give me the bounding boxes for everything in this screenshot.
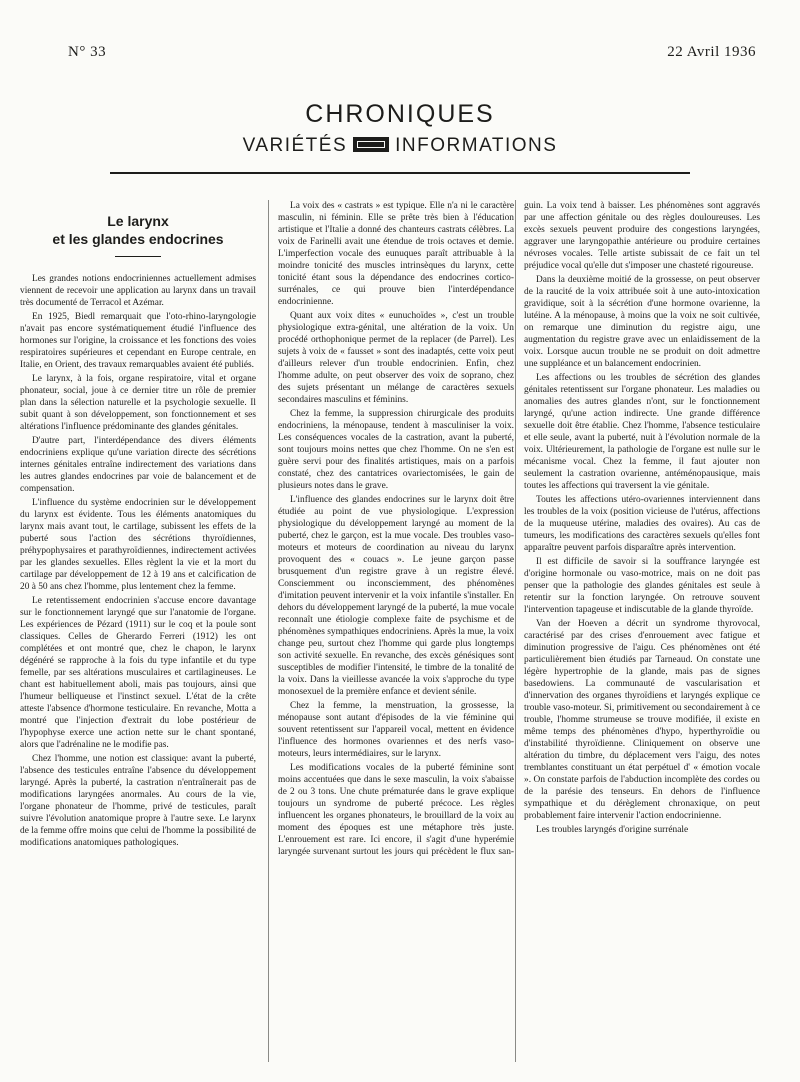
- paragraph: L'influence des glandes endocrines sur le larynx doit être étudiée au point de vue physiologique. L'expression physiologique du développement laryngé au moment de la puberté, chez le garçon, est la mue vocale. Des troubles vaso-moteurs et moteurs de coordination au niveau du larynx provoquent des « couacs ». Le jeune garçon passe brusquement d'un registre grave à un registre élevé. Consciemment ou inconsciemment, des phénomènes d'imitation peuvent intervenir et la voix infantile s'installer. En dehors du développement laryngé de la puberté, la mue vocale reconnaît une étiologie complexe faite de psychisme et de phénomènes sympathiques endocriniens. Après la mue, la voix change peu, surtout chez l'homme qui garde plus longtemps son activité sexuelle. En revanche, des excès génésiques sont susceptibles de modifier l'intensité, le timbre de la tonalité de la voix. Dans la vieillesse avancée la voix s'approche du type monosexuel de la première enfance et devient sénile.: [278, 495, 514, 697]
- column-1: [20, 206, 256, 851]
- banner-right: INFORMATIONS: [395, 135, 558, 156]
- paragraph: Le retentissement endocrinien s'accuse encore davantage sur le fonctionnement laryngé que sur l'anatomie de l'organe. Les expériences de Pézard (1911) sur le coq et la poule sont classiques. Celles de Gherardo Ferreri (1912) les ont complétées et ont montré que, chez le chapon, le larynx dégénéré se rapproche à la fois du type infantile et du type femelle, par ses altérations musculaires et cartilagineuses. Le chant est habituellement aboli, mais pas toujours, ainsi que l'humeur belliqueuse et l'instinct sexuel. L'état de la crête atteste l'absence d'hormone testiculaire. En revanche, Motta a montré que l'injection d'extrait du lobe postérieur de l'hypophyse exerce une action nette sur le chant spontané, alors que l'adrénaline ne le modifie pas.: [20, 596, 256, 750]
- paragraph: Quant aux voix dites « eunuchoïdes », c'est un trouble physiologique extra-génital, une altération de la voix. Un procédé orthophonique permet de la replacer (de Parrel). Les sujets à voix de « fausset » sont des inadaptés, cette voix peut d'ailleurs relever d'un trouble endocrinien. Enfin, chez l'homme adulte, on peut observer des voix de soprano, chez des sujets présentant un mélange de caractères sexuels secondaires masculins et féminins.: [278, 311, 514, 405]
- banner-subtitle: [0, 135, 800, 157]
- paragraph: Chez l'homme, une notion est classique: avant la puberté, l'absence des testicules entraîne l'absence du développement laryngé. Après la puberté, la castration n'entraînerait pas de modifications laryngées anormales. Au cours de la vie, l'organe phonateur de l'homme, privé de testicules, paraît suivre l'évolution anatomique propre à l'autre sexe. Le larynx de la femme offre moins que celui de l'homme la possibilité de modifications anatomiques pathologiques.: [20, 754, 256, 848]
- issue-number: N° 33: [68, 44, 107, 60]
- paragraph: D'autre part, l'interdépendance des divers éléments endocriniens explique qu'une variation directe des sécrétions internes génitales entraîne indirectement des variations dans les autres glandes endocrines par voie de balancement et de compensation.: [20, 436, 256, 494]
- paragraph: L'influence du système endocrinien sur le développement du larynx est évidente. Tous les éléments anatomiques du larynx mais avant tout, le cartilage, subissent les effets de la puberté sous l'action des sécrétions thyroïdiennes, préhypophysaires et parathyroïdiennes, indirectement activées par les glandes sexuelles. Elles règlent la vie et la mort du cartilage par développement de 12 à 19 ans et calcification de 20 à 50 ans chez l'homme, plus lentement chez la femme.: [20, 498, 256, 592]
- article-title-line: et les glandes endocrines: [52, 231, 224, 247]
- paragraph: Les troubles laryngés d'origine surrénale: [536, 825, 689, 835]
- paragraph: En 1925, Biedl remarquait que l'oto-rhino-laryngologie n'avait pas encore systématiquement étudié l'influence des hormones sur l'origine, la croissance et les fonctions des voies respiratoires supérieures et cependant en Europe centrale, en Italie, en Orient, des travaux remarquables avaient été publiés.: [20, 312, 256, 370]
- paragraph: La voix des « castrats » est typique. Elle n'a ni le caractère masculin, ni féminin. Elle se prête très bien à l'éducation artistique et l'Italie a donné des chanteurs castrats célèbres. La voix de Farinelli avait une étendue de trois octaves et demie. L'imperfection vocale des eunuques paraît attribuable à la moindre tonicité des muscles intrinsèques du larynx, cette tonicité étant sous la dépendance des endocrines cortico-surrénales, ce qui prouve bien l'interdépendance endocrinienne.: [278, 201, 514, 307]
- article-title: [20, 212, 256, 248]
- header-rule: [110, 172, 690, 174]
- banner-title: CHRONIQUES: [305, 100, 495, 128]
- column-divider: [268, 200, 269, 1062]
- article-title-line: Le larynx: [107, 213, 169, 229]
- paragraph: Il est difficile de savoir si la souffrance laryngée est d'origine hormonale ou vaso-motrice, mais on ne doit pas penser que la pathologie des glandes génitales est seule à retentir sur la fonction laryngée. On retrouve souvent l'intervention tapageuse et indiscutable de la glande thyroïde.: [524, 557, 760, 615]
- paragraph: Les modifications vocales de la puberté féminine sont moins accentuées que dans le sexe masculin, la voix s'abaisse de 2 ou 3 tons. Une chute prématurée dans le grave explique toujours un syndrome de puberté précoce. Les règles influencent les organes phonateurs, le brouillard de la voix au moment des époques est une métaphore très juste. L'enrouement est rare. Ici encore, il s'agit d'une hyperémie laryngée survenant surtout les jours qui précèdent le flux san-: [278, 763, 514, 857]
- banner-left: VARIÉTÉS: [242, 135, 348, 156]
- title-rule: [115, 256, 161, 257]
- paragraph: Van der Hoeven a décrit un syndrome thyrovocal, caractérisé par des crises d'enrouement avec fatigue et diminution progressive de l'aigu. Ces phénomènes ont été particulièrement bien étudiés par Tarneaud. On constate une légère hypertrophie de la glande, mais pas de signes basedowiens. La communauté de vascularisation et d'innervation des organes thyroïdiens et laryngés explique ce trouble vaso-moteur. Si, primitivement ou secondairement à ce trouble, l'homme strumeuse se trouve modifiée, il existe en même temps des phénomènes d'hypo, hyperthyroïdie ou d'instabilité thyroïdienne. Cliniquement on observe une altération du timbre, du déplacement vers l'aigu, des notes tremblantes constituant un état perpétuel d' « émotion vocale ». On constate parfois de l'abduction incomplète des cordes ou de la parésie des tenseurs. En dehors de l'influence sympathique et du dérèglement chronaxique, on peut probablement faire intervenir l'action endocrinienne.: [524, 619, 760, 821]
- paragraph: Chez la femme, la menstruation, la grossesse, la ménopause sont autant d'épisodes de la vie féminine qui souvent retentissent sur l'appareil vocal, mettent en évidence l'influence des hormones ovariennes et des nerfs vaso-moteurs, leurs intermédiaires, sur le larynx.: [278, 701, 514, 759]
- paragraph: Le larynx, à la fois, organe respiratoire, vital et organe phonateur, social, joue à ce dernier titre un rôle de premier plan dans la sélection naturelle et la psychologie sexuelle. Il subit quant à son développement, son fonctionnement et ses altérations l'influence prédominante des glandes génitales.: [20, 374, 256, 432]
- column-2: [278, 200, 514, 860]
- paragraph: Toutes les affections utéro-ovariennes interviennent dans les troubles de la voix (position vicieuse de l'utérus, affections de la muqueuse utérine, maladies des ovaires). Au cas de tumeurs, les modifications des caractères sexuels qu'elles font apparaître peuvent parfois disparaître après intervention.: [524, 495, 760, 553]
- paragraph: Les grandes notions endocriniennes actuellement admises viennent de recevoir une application au larynx dans un travail très documenté de Terracol et Azémar.: [20, 274, 256, 308]
- paragraph: Chez la femme, la suppression chirurgicale des produits endocriniens, la ménopause, tendent à masculiniser la voix. Les conséquences vocales de la castration, avant la puberté, sont toujours moins nettes que chez l'homme. On ne s'en est guère servi pour des finalités artistiques, mais on a parfois constaté, chez des cantatrices ovariectomisées, le gain de plusieurs notes dans le grave.: [278, 409, 514, 491]
- ornament-icon: [353, 137, 389, 152]
- column-3: [524, 200, 760, 838]
- column-divider: [515, 200, 516, 1062]
- issue-date: 22 Avril 1936: [667, 44, 756, 60]
- paragraph: Les affections ou les troubles de sécrétion des glandes génitales retentissent sur l'organe phonateur. Les maladies ou anomalies des autres glandes n'ont, sur le fonctionnement laryngé, qu'une action indirecte. Une grande différence sexuelle doit être établie. Chez l'homme, l'absence testiculaire et elle seule, avant la puberté, nuit à l'évolution normale de la voix. Ultérieurement, la pathologie de l'organe est nulle sur le mécanisme vocal. Chez la femme, il faut ajouter non seulement la castration ovarienne, antéménopausique, mais toutes les affections qui traversent la vie génitale.: [524, 373, 760, 491]
- paragraph: Dans la deuxième moitié de la grossesse, on peut observer de la raucité de la voix attribuée soit à une auto-intoxication gravidique, soit à la sécrétion d'une hormone ovarienne, la lutéine. A la ménopause, à moins que la voix ne soit cultivée, on remarque une diminution du registre aigu, une augmentation du registre grave avec un enlaidissement de la voix. Lorsque aucun trouble ne se produit on doit admettre une suppléance et un balancement endocrinien.: [524, 275, 760, 369]
- paragraph: guin. La voix tend à baisser. Les phénomènes sont aggravés par une affection génitale ou des règles douloureuses. Les excès sexuels peuvent produire des congestions laryngées, aggraver une laryngopathie antérieure ou produire certaines névroses vocales. Telle artiste subissait de ce fait un tel préjudice vocal qu'elle dut s'imposer une chasteté rigoureuse.: [524, 201, 760, 271]
